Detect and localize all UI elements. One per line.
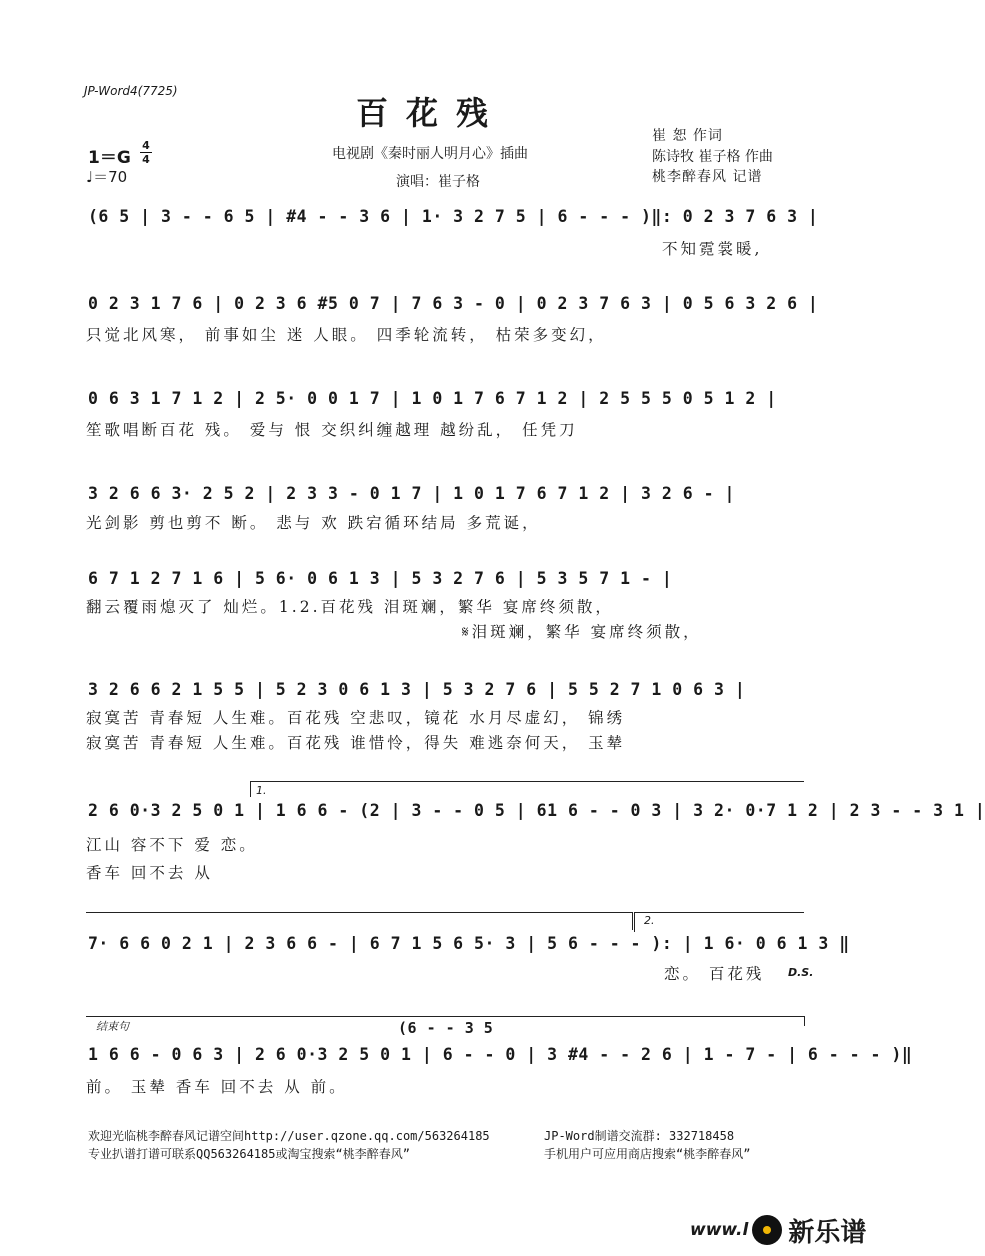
credit-composer: 陈诗牧 崔子格 作曲 xyxy=(652,149,773,165)
watermark-www: www.l xyxy=(690,1220,749,1240)
time-signature-top: 4 xyxy=(142,139,150,152)
score-line-2: 0 2 3 1 7 6 | 0 2 3 6 #5 0 7 | 7 6 3 - 0 | 0 2 3 7 6 3 | 0 5 6 3 2 6 | xyxy=(88,294,819,313)
volta-1-bar xyxy=(250,781,804,782)
time-signature-bottom: 4 xyxy=(142,153,150,166)
watermark-brand: 新乐谱 xyxy=(788,1217,867,1248)
lyric-line-6a: 寂寞苦 青春短 人生难。百花残 空悲叹，镜花 水月尽虚幻， 锦绣 xyxy=(86,709,626,727)
footer-qq-group: JP-Word制谱交流群: 332718458 xyxy=(544,1129,735,1143)
key-signature: 1＝G xyxy=(88,148,131,168)
lyric-line-5b: 𝄋泪斑斓，繁华 宴席终须散， xyxy=(462,623,702,641)
score-line-4: 3 2 6 6 3· 2 5 2 | 2 3 3 - 0 1 7 | 1 0 1 7 6 7 1 2 | 3 2 6 - | xyxy=(88,484,735,503)
coda-top-line: (6 - - 3 5 xyxy=(398,1019,494,1037)
song-subtitle: 电视剧《秦时丽人明月心》插曲 xyxy=(332,146,528,162)
score-line-5: 6 7 1 2 7 1 6 | 5 6· 0 6 1 3 | 5 3 2 7 6 | 5 3 5 7 1 - | xyxy=(88,569,673,588)
score-line-6: 3 2 6 6 2 1 5 5 | 5 2 3 0 6 1 3 | 5 3 2 7 6 | 5 5 2 7 1 0 6 3 | xyxy=(88,680,746,699)
volta-1-continuation xyxy=(86,912,632,913)
lyric-line-2: 只觉北风寒， 前事如尘 迷 人眼。 四季轮流转， 枯荣多变幻， xyxy=(86,326,607,344)
tempo-marking: ♩＝70 xyxy=(86,168,128,186)
lyric-line-5a: 翻云覆雨熄灭了 灿烂。1.2.百花残 泪斑斓，繁华 宴席终须散， xyxy=(86,598,614,616)
score-line-1: (6 5 | 3 - - 6 5 | #4 - - 3 6 | 1· 3 2 7 5 | 6 - - - )‖: 0 2 3 7 6 3 | xyxy=(88,207,819,226)
lyric-line-3: 笙歌唱断百花 残。 爱与 恨 交织纠缠越理 越纷乱， 任凭刀 xyxy=(86,421,578,439)
score-line-8: 7· 6 6 0 2 1 | 2 3 6 6 - | 6 7 1 5 6 5· 3 | 5 6 - - - ): | 1 6· 0 6 1 3 ‖ xyxy=(88,934,850,953)
volta-2-label: 2. xyxy=(644,914,655,927)
credit-transcriber: 桃李醉春风 记谱 xyxy=(652,169,763,185)
lyric-line-9: 前。 玉辇 香车 回不去 从 前。 xyxy=(86,1078,348,1096)
coda-bar xyxy=(86,1016,804,1017)
song-title: 百花残 xyxy=(356,94,507,132)
lyric-line-7a: 江山 容不下 爱 恋。 xyxy=(86,836,258,854)
source-label: JP-Word4(7725) xyxy=(84,84,178,98)
lyric-line-7b: 香车 回不去 从 xyxy=(86,864,213,882)
score-line-9: 1 6 6 - 0 6 3 | 2 6 0·3 2 5 0 1 | 6 - - 0 | 3 #4 - - 2 6 | 1 - 7 - | 6 - - - )‖ xyxy=(88,1045,913,1064)
lyric-line-1: 不知霓裳暖, xyxy=(662,240,763,258)
volta-2-bar xyxy=(634,912,804,913)
singer-label: 演唱：崔子格 xyxy=(396,174,480,190)
footer-contact: 专业扒谱打谱可联系QQ563264185或淘宝搜索“桃李醉春风” xyxy=(88,1147,410,1161)
score-line-7: 2 6 0·3 2 5 0 1 | 1 6 6 - (2 | 3 - - 0 5 | 61 6 - - 0 3 | 3 2· 0·7 1 2 | 2 3 - - 3 1 | xyxy=(88,801,985,820)
lyric-line-6b: 寂寞苦 青春短 人生难。百花残 谁惜怜，得失 难逃奈何天， 玉辇 xyxy=(86,734,626,752)
footer-website: 欢迎光临桃李醉春风记谱空间http://user.qzone.qq.com/563264185 xyxy=(88,1129,490,1143)
coda-bar-end xyxy=(804,1016,805,1026)
volta-1-label: 1. xyxy=(256,784,267,797)
volta-2-left xyxy=(634,912,635,932)
footer-mobile: 手机用户可应用商店搜索“桃李醉春风” xyxy=(544,1147,751,1161)
volta-1-end xyxy=(632,912,633,930)
lyric-line-4: 光剑影 剪也剪不 断。 悲与 欢 跌宕循环结局 多荒诞， xyxy=(86,514,541,532)
record-disc-icon xyxy=(752,1215,782,1245)
volta-1-left xyxy=(250,781,251,797)
coda-label: 结束句 xyxy=(96,1020,129,1033)
score-line-3: 0 6 3 1 7 1 2 | 2 5· 0 0 1 7 | 1 0 1 7 6 7 1 2 | 2 5 5 5 0 5 1 2 | xyxy=(88,389,777,408)
time-signature xyxy=(140,140,152,165)
watermark-logo xyxy=(690,1212,866,1248)
credit-lyricist: 崔 恕 作词 xyxy=(652,128,723,144)
dal-segno-mark: D.S. xyxy=(788,966,814,979)
lyric-line-8: 恋。 百花残 xyxy=(664,965,765,983)
